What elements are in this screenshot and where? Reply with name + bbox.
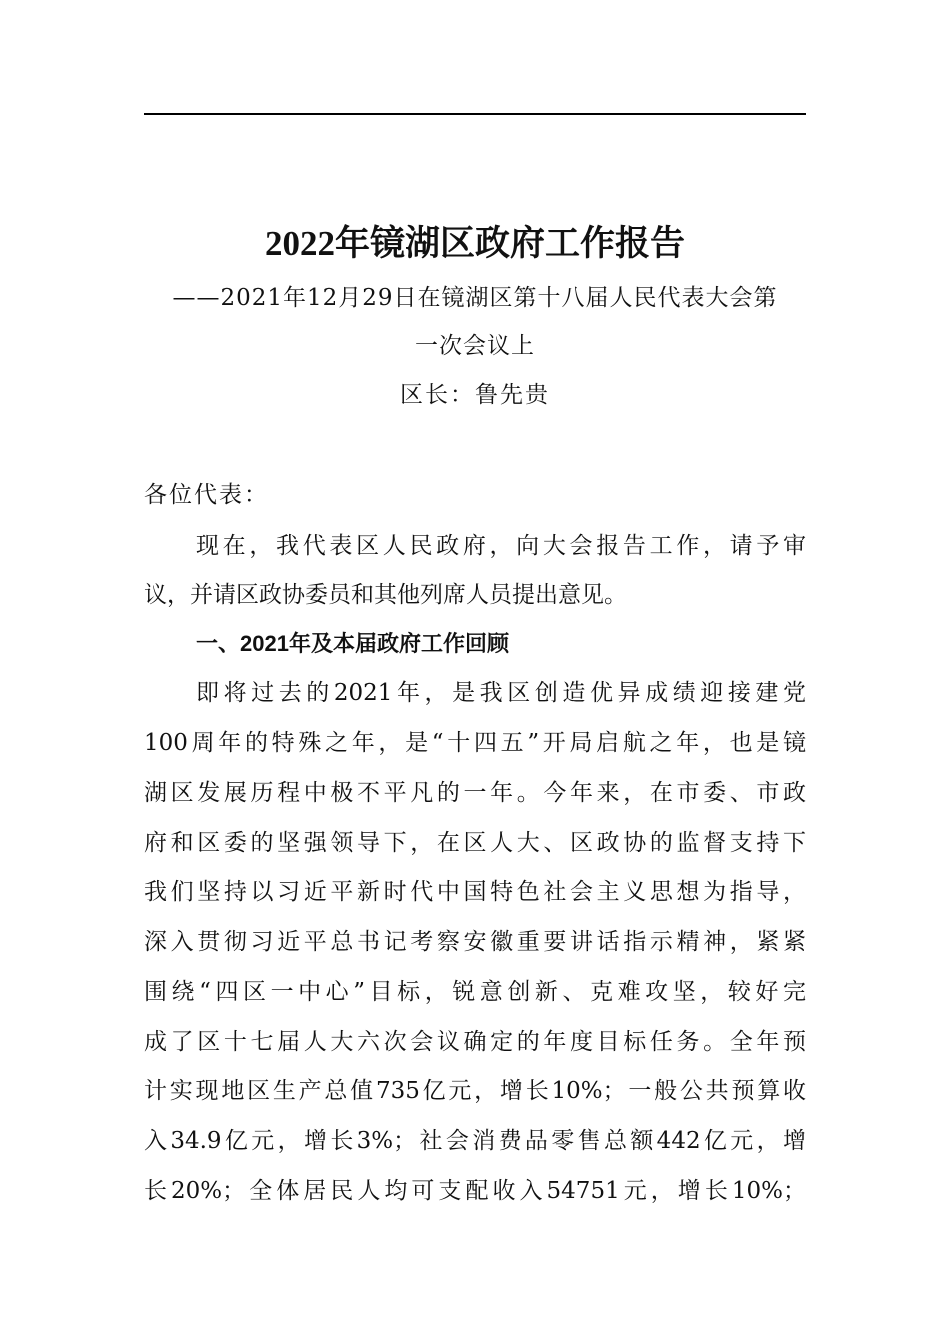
greeting: 各位代表：: [144, 482, 269, 508]
review-line: 府和区委的坚强领导下，在区人大、区政协的监督支持下: [144, 830, 806, 856]
review-line: 100周年的特殊之年，是“十四五”开局启航之年，也是镜: [144, 730, 806, 756]
review-line: 湖区发展历程中极不平凡的一年。今年来，在市委、市政: [144, 780, 806, 806]
subtitle-line-1: ——2021年12月29日在镜湖区第十八届人民代表大会第: [172, 285, 778, 311]
review-line: 入34.9亿元，增长3%；社会消费品零售总额442亿元，增: [144, 1128, 806, 1154]
author-line: 区长：鲁先贵: [400, 382, 550, 408]
review-line: 我们坚持以习近平新时代中国特色社会主义思想为指导，: [144, 879, 806, 905]
review-line: 围绕“四区一中心”目标，锐意创新、克难攻坚，较好完: [144, 979, 806, 1005]
document-title: 2022年镜湖区政府工作报告: [264, 224, 685, 263]
intro-line: 议，并请区政协委员和其他列席人员提出意见。: [144, 582, 627, 608]
review-line: 长20%；全体居民人均可支配收入54751元，增长10%；: [144, 1178, 806, 1204]
subtitle-line-2: 一次会议上: [415, 333, 535, 359]
section-heading: 一、2021年及本届政府工作回顾: [196, 631, 509, 656]
review-line: 计实现地区生产总值735亿元，增长10%；一般公共预算收: [144, 1078, 806, 1104]
review-line: 即将过去的2021年，是我区创造优异成绩迎接建党: [196, 680, 806, 706]
intro-line: 现在，我代表区人民政府，向大会报告工作，请予审: [196, 533, 806, 559]
review-line: 成了区十七届人大六次会议确定的年度目标任务。全年预: [144, 1029, 806, 1055]
review-line: 深入贯彻习近平总书记考察安徽重要讲话指示精神，紧紧: [144, 929, 806, 955]
header-rule: [144, 113, 806, 115]
